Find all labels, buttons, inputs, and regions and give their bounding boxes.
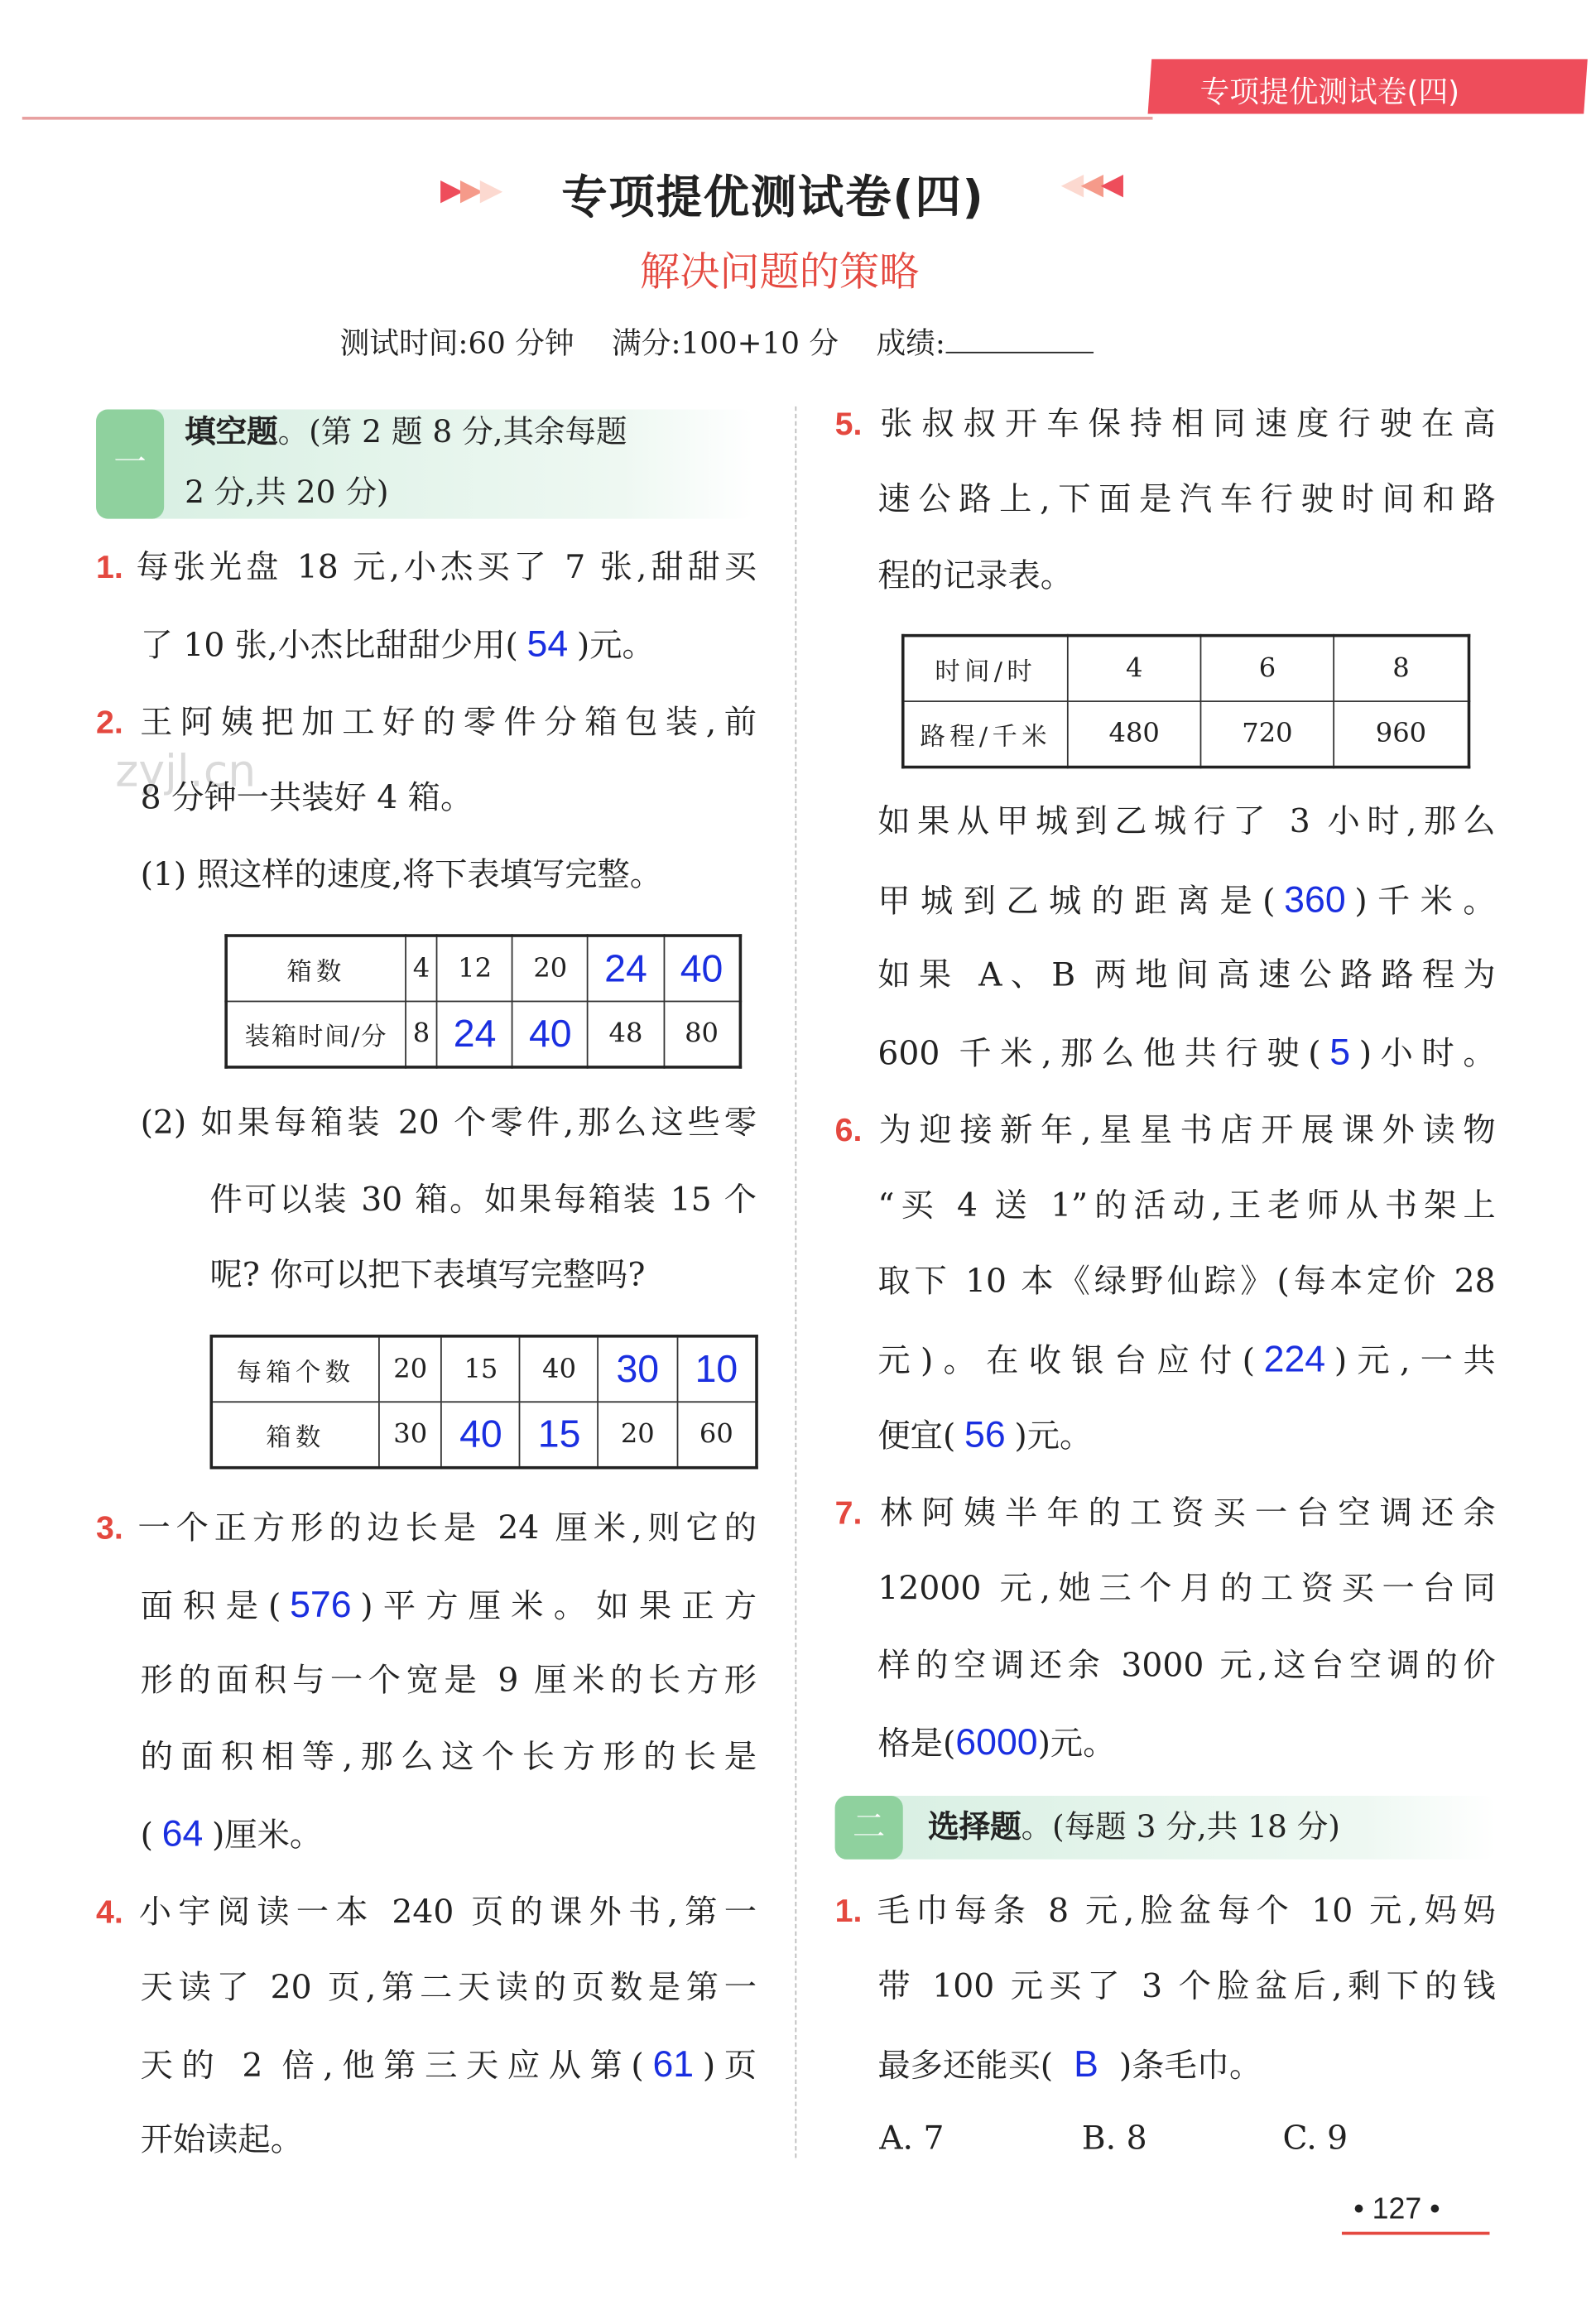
q6-text: 为迎接新年,星星书店开展课外读物 (871, 1113, 1496, 1150)
c1-line2: 带 100 元买了 3 个脸盆后,剩下的钱 (877, 1968, 1496, 2006)
q2-text: 王阿姨把加工好的零件分箱包装,前 (132, 705, 757, 743)
c1-option-c[interactable]: C. 9 (1282, 2120, 1348, 2158)
q7-line3: 样的空调还余 3000 元,这台空调的价 (877, 1648, 1496, 1686)
answer-cell[interactable]: 10 (677, 1336, 757, 1402)
page-number-text: 127 (1372, 2193, 1422, 2226)
q7-answer[interactable]: 6000 (955, 1721, 1038, 1763)
q3-text: 面积是( (140, 1589, 281, 1626)
q5-line1 (835, 402, 1496, 447)
q3-answer-area[interactable]: 576 (290, 1584, 352, 1626)
table-header: 每箱个数 (211, 1336, 379, 1402)
q5-line6: 如果 A、B 两地间高速公路路程为 (877, 957, 1496, 995)
section2-badge: 二 (835, 1796, 903, 1860)
column-divider (795, 407, 796, 2158)
test-time: 测试时间:60 分钟 (339, 325, 574, 361)
q3-line5 (141, 1812, 323, 1857)
q5-answer-distance[interactable]: 360 (1284, 879, 1346, 921)
answer-cell[interactable]: 24 (437, 1001, 512, 1066)
table-cell: 48 (588, 1001, 663, 1066)
table-row (211, 1402, 757, 1467)
q7-line4 (877, 1720, 1115, 1765)
q6-line4 (877, 1338, 1495, 1383)
q1-line2 (141, 623, 655, 667)
q5-line2: 速公路上,下面是汽车行驶时间和路 (877, 481, 1496, 519)
c1-number: 1. (834, 1892, 863, 1929)
q4-answer[interactable]: 61 (652, 2043, 695, 2086)
table-cell: 12 (437, 936, 512, 1001)
q6-text: 元)。在收银台应付( (877, 1343, 1255, 1381)
q3-line1 (96, 1506, 757, 1551)
q4-number: 4. (96, 1893, 123, 1931)
q2-part2-line1: (2) 如果每箱装 20 个零件,那么这些零 (140, 1105, 757, 1143)
watermark: zyjl.cn (115, 746, 257, 799)
section1-badge: 一 (96, 410, 164, 519)
c1-option-a[interactable]: A. 7 (879, 2120, 945, 2158)
q1-text: 了 10 张,小杰比甜甜少用( (140, 628, 518, 666)
table-cell: 8 (1334, 636, 1469, 701)
table-row (903, 636, 1469, 701)
table-cell: 6 (1201, 636, 1334, 701)
q4-line4: 开始读起。 (140, 2122, 303, 2160)
q1-line1 (96, 546, 757, 590)
header-tab-label: 专项提优测试卷(四) (1199, 74, 1460, 110)
q1-answer[interactable]: 54 (526, 623, 569, 666)
q1-text: 每张光盘 18 元,小杰买了 7 张,甜甜买 (132, 550, 757, 587)
q3-number: 3. (96, 1508, 123, 1547)
section2-title (928, 1805, 1340, 1850)
q6-line5 (877, 1413, 1092, 1458)
q6-line2: “买 4 送 1”的活动,王老师从书架上 (877, 1188, 1496, 1225)
arrows-left-icon: ▶▶▶ (440, 171, 500, 207)
table-header: 时间/时 (903, 636, 1068, 701)
q2-part2-line2: 件可以装 30 箱。如果每箱装 15 个 (209, 1182, 757, 1220)
section1-note-line2: 2 分,共 20 分) (185, 474, 389, 510)
q5-number: 5. (834, 405, 863, 442)
q7-number: 7. (834, 1494, 863, 1532)
q3-line4: 的面积相等,那么这个长方形的长是 (140, 1739, 757, 1777)
table-cell: 8 (406, 1001, 437, 1066)
q3-text: )平方厘米。如果正方 (360, 1589, 757, 1626)
q6-text: )元。 (1014, 1418, 1093, 1456)
c1-line3 (877, 2043, 1262, 2087)
q2-table1 (224, 934, 742, 1068)
table-row (903, 701, 1469, 767)
table-cell: 20 (598, 1402, 677, 1467)
table-cell: 20 (379, 1336, 442, 1402)
table-row (211, 1336, 757, 1402)
answer-cell[interactable]: 40 (664, 936, 741, 1001)
q2-line1 (96, 700, 757, 745)
q4-line2: 天读了 20 页,第二天读的页数是第一 (140, 1970, 757, 2008)
table-cell: 40 (520, 1336, 598, 1402)
q6-number: 6. (834, 1111, 863, 1149)
q3-line2 (141, 1583, 757, 1628)
table-cell: 960 (1334, 701, 1469, 767)
header-rule (22, 117, 1153, 120)
c1-text: )条毛巾。 (1118, 2048, 1262, 2086)
section2-note: 。(每题 3 分,共 18 分) (1021, 1809, 1340, 1845)
page-title: 专项提优测试卷(四) (561, 171, 985, 225)
table-header: 装箱时间/分 (226, 1001, 406, 1066)
subtitle: 解决问题的策略 (639, 249, 920, 296)
q3-text: )厘米。 (212, 1817, 323, 1855)
q7-line1 (835, 1491, 1496, 1536)
q1-text: )元。 (576, 628, 655, 666)
q2-number: 2. (96, 703, 123, 741)
table-header: 箱数 (226, 936, 406, 1001)
q6-text: )元,一共 (1334, 1343, 1496, 1381)
q2-part1: (1) 照这样的速度,将下表填写完整。 (140, 857, 663, 895)
q7-text: )元。 (1037, 1726, 1116, 1763)
q3-answer-length[interactable]: 64 (161, 1813, 204, 1855)
q5-text: 甲城到乙城的距离是( (877, 883, 1276, 921)
answer-cell[interactable]: 24 (588, 936, 663, 1001)
table-cell: 15 (442, 1336, 521, 1402)
q5-table (901, 634, 1470, 768)
q2-part2-line3: 呢? 你可以把下表填写完整吗? (209, 1258, 646, 1295)
answer-cell[interactable]: 30 (598, 1336, 677, 1402)
page-number-underline (1342, 2232, 1490, 2235)
q6-line3: 取下 10 本《绿野仙踪》(每本定价 28 (877, 1263, 1496, 1301)
q5-text: 张叔叔开车保持相同速度行驶在高 (871, 406, 1496, 444)
section1-title-text: 填空题 (185, 412, 278, 450)
q5-line4: 如果从甲城到乙城行了 3 小时,那么 (877, 804, 1496, 841)
section2-title-text: 选择题 (928, 1807, 1022, 1845)
q5-text: 600 千米,那么他共行驶( (877, 1036, 1321, 1074)
q7-text: 格是( (877, 1726, 956, 1763)
table-cell: 480 (1068, 701, 1201, 767)
section1-note: 。(第 2 题 8 分,其余每题 (277, 413, 627, 450)
q3-line3: 形的面积与一个宽是 9 厘米的长方形 (140, 1662, 757, 1700)
section1-title (185, 410, 627, 455)
table-row (226, 1001, 740, 1066)
c1-option-b[interactable]: B. 8 (1081, 2120, 1147, 2158)
table-cell: 80 (664, 1001, 741, 1066)
c1-answer[interactable]: B (1074, 2043, 1098, 2086)
answer-cell[interactable]: 15 (520, 1402, 598, 1467)
score-field[interactable] (945, 322, 1094, 353)
q6-text: 便宜( (877, 1418, 956, 1456)
q4-text: 天的 2 倍,他第三天应从第( (140, 2048, 644, 2086)
table-cell: 20 (512, 936, 588, 1001)
answer-cell[interactable]: 40 (442, 1402, 521, 1467)
c1-text: 毛巾每条 8 元,脸盆每个 10 元,妈妈 (871, 1893, 1496, 1931)
table-header: 路程/千米 (903, 701, 1068, 767)
q1-number: 1. (96, 548, 123, 585)
table-header: 箱数 (211, 1402, 379, 1467)
q4-text: 小宇阅读一本 240 页的课外书,第一 (132, 1894, 757, 1932)
table-cell: 720 (1201, 701, 1334, 767)
answer-cell[interactable]: 40 (512, 1001, 588, 1066)
score-label: 成绩: (876, 325, 945, 361)
q3-text: ( (140, 1817, 153, 1855)
table-cell: 60 (677, 1402, 757, 1467)
full-score: 满分:100+10 分 (612, 325, 839, 361)
c1-line1 (835, 1889, 1496, 1933)
c1-text: 最多还能买( (877, 2048, 1054, 2086)
q3-text: 一个正方形的边长是 24 厘米,则它的 (132, 1510, 757, 1548)
q7-line2: 12000 元,她三个月的工资买一台同 (877, 1571, 1496, 1609)
q4-line3 (141, 2043, 757, 2087)
q5-line5 (877, 878, 1495, 922)
q5-text: )小时。 (1358, 1036, 1496, 1074)
q5-answer-hours[interactable]: 5 (1329, 1032, 1351, 1074)
q7-text: 林阿姨半年的工资买一台空调还余 (871, 1495, 1496, 1533)
q5-line7 (877, 1030, 1495, 1075)
q2-line2: 8 分钟一共装好 4 箱。 (140, 780, 474, 818)
q2-table2 (209, 1335, 757, 1469)
page-number: • 127 • (1353, 2193, 1440, 2226)
q6-line1 (835, 1109, 1496, 1153)
q5-text: )千米。 (1354, 883, 1496, 921)
q4-line1 (96, 1890, 757, 1935)
q5-line3: 程的记录表。 (877, 558, 1074, 596)
q6-answer-saved[interactable]: 56 (964, 1414, 1006, 1456)
table-row (226, 936, 740, 1001)
table-cell: 4 (1068, 636, 1201, 701)
arrows-right-icon: ◀◀◀ (1060, 165, 1121, 201)
test-info (340, 320, 1094, 363)
q4-text: )页 (702, 2048, 757, 2086)
table-cell: 4 (406, 936, 437, 1001)
q6-answer-paid[interactable]: 224 (1263, 1339, 1326, 1381)
table-cell: 30 (379, 1402, 442, 1467)
